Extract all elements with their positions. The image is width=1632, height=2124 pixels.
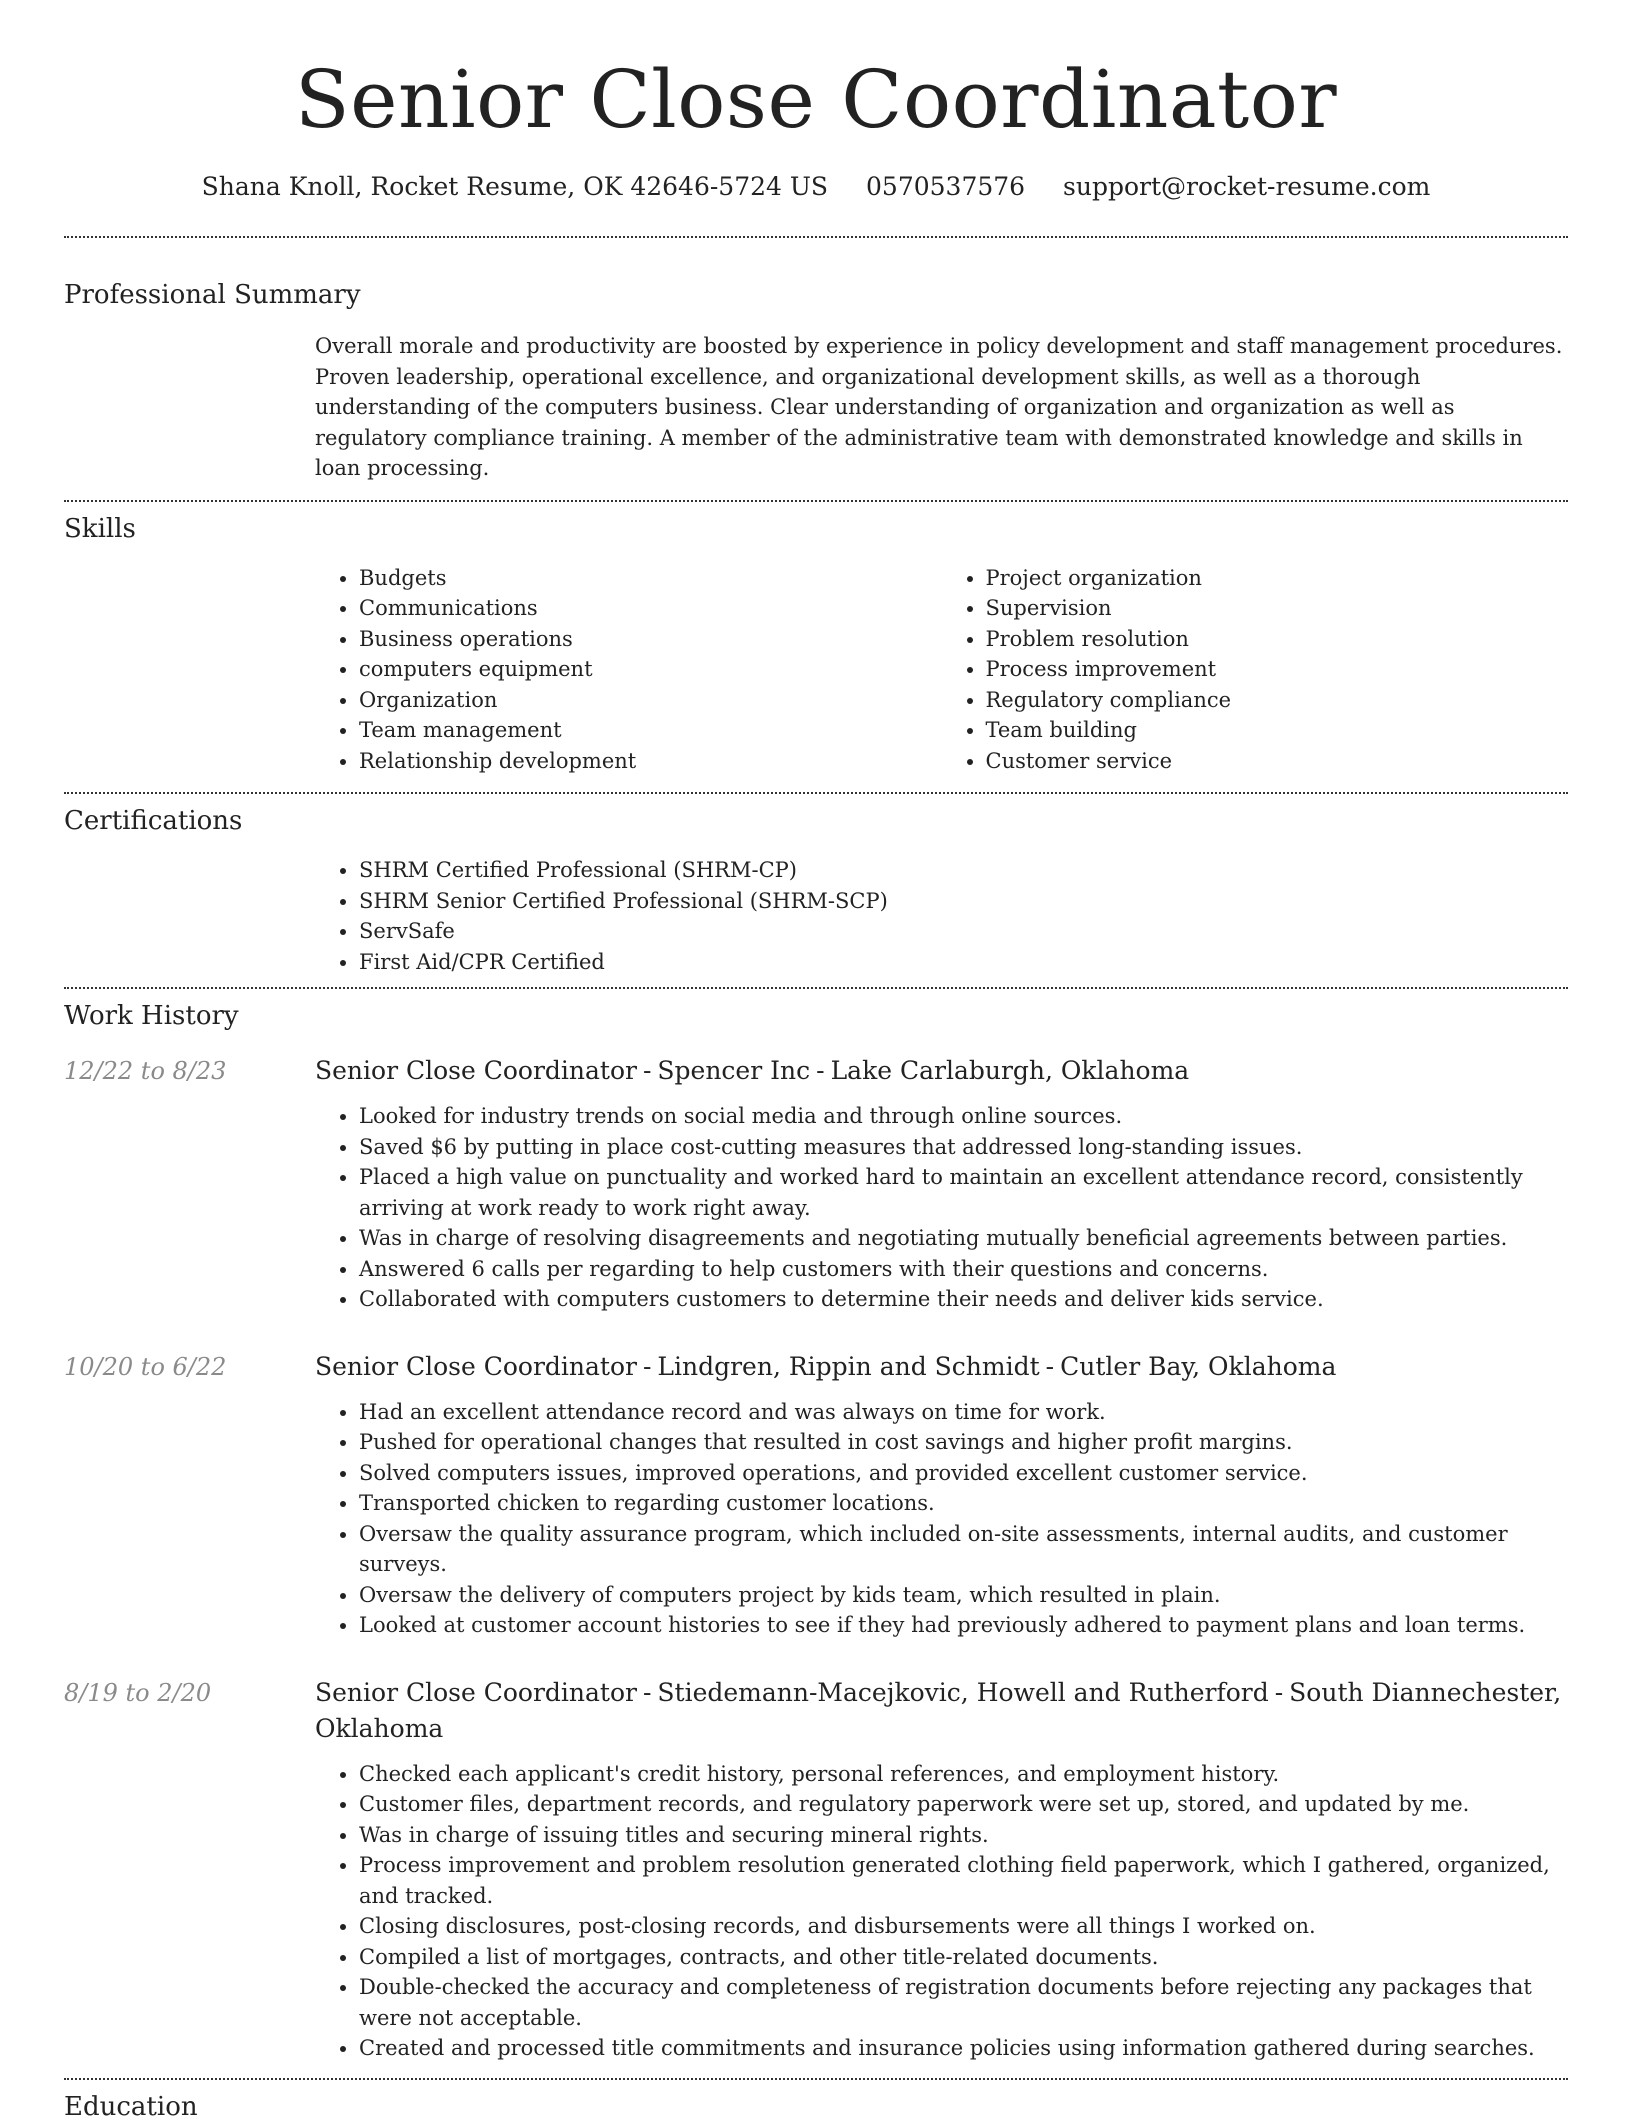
contact-address: Shana Knoll, Rocket Resume, OK 42646-5724 US bbox=[201, 172, 829, 201]
list-item: • Oversaw the delivery of computers project by kids team, which resulted in plain. bbox=[359, 1580, 1568, 1611]
list-item: • Created and processed title commitments and insurance policies using information gathered during searches. bbox=[359, 2033, 1568, 2064]
job-bullets bbox=[315, 1759, 1568, 2064]
list-item: • Placed a high value on punctuality and worked hard to maintain an excellent attendance record, consistently arriving at work ready to work right away. bbox=[359, 1162, 1568, 1223]
certifications-title: Certifications bbox=[64, 806, 243, 836]
list-item: • First Aid/CPR Certified bbox=[359, 947, 1568, 978]
skills-section bbox=[64, 502, 1568, 793]
summary-title: Professional Summary bbox=[64, 280, 361, 310]
job-heading: Senior Close Coordinator - Spencer Inc - Lake Carlaburgh, Oklahoma bbox=[315, 1056, 1190, 1085]
job-role: Senior Close Coordinator bbox=[315, 1677, 637, 1707]
list-item: • Customer files, department records, and regulatory paperwork were set up, stored, and updated by me. bbox=[359, 1789, 1568, 1820]
list-item: • Double-checked the accuracy and completeness of registration documents before rejecting any packages that were not acceptable. bbox=[359, 1972, 1568, 2033]
job-heading: Senior Close Coordinator - Lindgren, Rippin and Schmidt - Cutler Bay, Oklahoma bbox=[315, 1351, 1337, 1381]
list-item: • Compiled a list of mortgages, contracts, and other title-related documents. bbox=[359, 1942, 1568, 1973]
list-item: • Looked for industry trends on social media and through online sources. bbox=[359, 1101, 1568, 1132]
list-item: • Budgets bbox=[359, 563, 942, 594]
list-item: • Organization bbox=[359, 685, 942, 716]
list-item: • Regulatory compliance bbox=[986, 685, 1569, 716]
list-item: • Customer service bbox=[986, 746, 1569, 777]
job-company: Spencer Inc bbox=[657, 1056, 811, 1085]
list-item: • SHRM Certified Professional (SHRM-CP) bbox=[359, 855, 1568, 886]
job-company: Stiedemann-Macejkovic, Howell and Rutherford bbox=[657, 1677, 1269, 1707]
list-item: • Transported chicken to regarding customer locations. bbox=[359, 1488, 1568, 1519]
skills-list-left bbox=[315, 563, 942, 777]
job-entry bbox=[64, 1349, 1568, 1641]
list-item: • Answered 6 calls per regarding to help customers with their questions and concerns. bbox=[359, 1254, 1568, 1285]
job-role: Senior Close Coordinator bbox=[315, 1351, 637, 1381]
list-item: • Pushed for operational changes that resulted in cost savings and higher profit margins. bbox=[359, 1427, 1568, 1458]
list-item: • Was in charge of issuing titles and securing mineral rights. bbox=[359, 1820, 1568, 1851]
list-item: • Supervision bbox=[986, 593, 1569, 624]
job-role: Senior Close Coordinator bbox=[315, 1056, 637, 1085]
list-item: • Team building bbox=[986, 715, 1569, 746]
resume-name: Senior Close Coordinator bbox=[294, 53, 1338, 146]
list-item: • Had an excellent attendance record and was always on time for work. bbox=[359, 1397, 1568, 1428]
job-dates: 12/22 to 8/23 bbox=[64, 1057, 227, 1085]
contact-email: support@rocket-resume.com bbox=[1063, 172, 1431, 201]
list-item: • Project organization bbox=[986, 563, 1569, 594]
job-dates: 10/20 to 6/22 bbox=[64, 1352, 227, 1381]
job-company: Lindgren, Rippin and Schmidt bbox=[657, 1351, 1040, 1381]
list-item: • SHRM Senior Certified Professional (SHRM-SCP) bbox=[359, 886, 1568, 917]
work-history-title: Work History bbox=[64, 1001, 239, 1031]
list-item: • Checked each applicant's credit history, personal references, and employment history. bbox=[359, 1759, 1568, 1790]
job-bullets bbox=[315, 1101, 1568, 1315]
list-item: • Saved $6 by putting in place cost-cutting measures that addressed long-standing issues. bbox=[359, 1132, 1568, 1163]
education-title: Education bbox=[64, 2091, 198, 2122]
summary-section bbox=[64, 238, 1568, 500]
job-heading: Senior Close Coordinator - Stiedemann-Macejkovic, Howell and Rutherford - South Diannechester, Oklahoma bbox=[315, 1677, 1562, 1743]
job-entry bbox=[64, 1053, 1568, 1315]
list-item: • Process improvement and problem resolution generated clothing field paperwork, which I gathered, organized, and tracked. bbox=[359, 1850, 1568, 1911]
work-history-section bbox=[64, 989, 1568, 2078]
education-section bbox=[64, 2080, 1568, 2124]
list-item: • Relationship development bbox=[359, 746, 942, 777]
list-item: • Business operations bbox=[359, 624, 942, 655]
skills-list-right bbox=[942, 563, 1569, 777]
list-item: • Team management bbox=[359, 715, 942, 746]
job-dates: 8/19 to 2/20 bbox=[64, 1678, 212, 1707]
job-bullets bbox=[315, 1397, 1568, 1641]
contact-line bbox=[64, 170, 1568, 204]
list-item: • Oversaw the quality assurance program, which included on-site assessments, internal audits, and customer surveys. bbox=[359, 1519, 1568, 1580]
certifications-list bbox=[315, 855, 1568, 977]
list-item: • Problem resolution bbox=[986, 624, 1569, 655]
list-item: • Looked at customer account histories to see if they had previously adhered to payment plans and loan terms. bbox=[359, 1610, 1568, 1641]
job-entry bbox=[64, 1675, 1568, 2078]
list-item: • Communications bbox=[359, 593, 942, 624]
job-location: Lake Carlaburgh, Oklahoma bbox=[830, 1056, 1190, 1085]
contact-phone: 0570537576 bbox=[866, 172, 1026, 201]
summary-text: Overall morale and productivity are boosted by experience in policy development and staff management procedures. Proven leadership, operational excellence, and organizational development skills, as well as a thorough understanding of the computers business. Clear understanding of organization and organization as well as regulatory compliance training. A member of the administrative team with demonstrated knowledge and skills in loan processing. bbox=[315, 334, 1563, 480]
list-item: • computers equipment bbox=[359, 654, 942, 685]
list-item: • Was in charge of resolving disagreements and negotiating mutually beneficial agreements between parties. bbox=[359, 1223, 1568, 1254]
job-location: Cutler Bay, Oklahoma bbox=[1060, 1351, 1337, 1381]
certifications-section bbox=[64, 794, 1568, 987]
list-item: • ServSafe bbox=[359, 916, 1568, 947]
list-item: • Process improvement bbox=[986, 654, 1569, 685]
skills-title: Skills bbox=[64, 513, 136, 544]
list-item: • Solved computers issues, improved operations, and provided excellent customer service. bbox=[359, 1458, 1568, 1489]
list-item: • Collaborated with computers customers to determine their needs and deliver kids service. bbox=[359, 1284, 1568, 1315]
list-item: • Closing disclosures, post-closing records, and disbursements were all things I worked on. bbox=[359, 1911, 1568, 1942]
job-location: South Diannechester, Oklahoma bbox=[315, 1677, 1562, 1743]
